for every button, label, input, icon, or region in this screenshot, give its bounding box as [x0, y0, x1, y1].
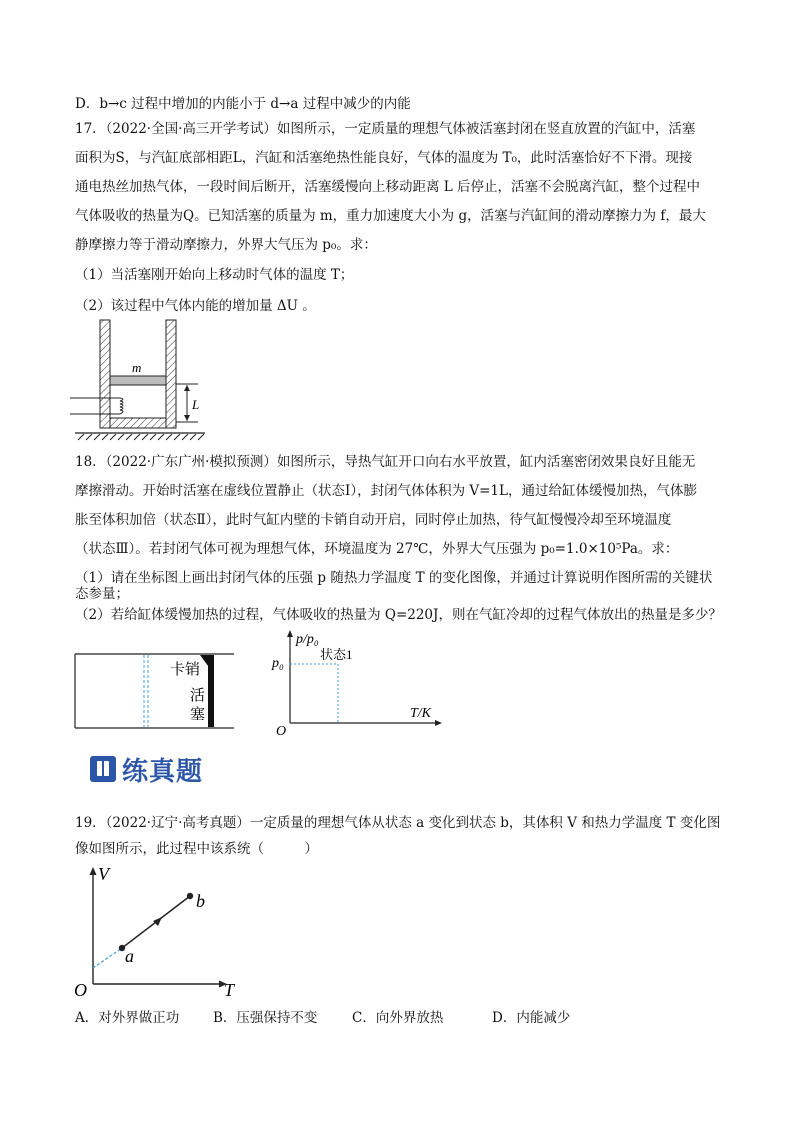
height-label: L [192, 397, 200, 412]
graph-origin: O [276, 724, 287, 737]
q17-line4: 气体吸收的热量为Q。已知活塞的质量为 m，重力加速度大小为 g，活塞与汽缸间的滑动摩擦力为 f，最大 [75, 208, 706, 224]
piston [110, 376, 166, 385]
q19-line2: 像如图所示，此过程中该系统（ ） [75, 841, 318, 857]
q17-cylinder-figure [70, 318, 210, 443]
q18-subquestion-2: （2）若给缸体缓慢加热的过程，气体吸收的热量为 Q=220J，则在气缸冷却的过程气体放出的热量是多少？ [75, 607, 722, 623]
q19-options [75, 1008, 602, 1028]
q18-cylinder-figure [72, 650, 242, 732]
q18-subquestion-1-cont: 态参量； [75, 586, 129, 602]
piston-mass-label: m [132, 360, 142, 375]
heating-wire-icon [120, 398, 123, 414]
q17-subquestion-1: （1）当活塞刚开始向上移动时气体的温度 T； [75, 267, 354, 283]
q18-line3: 胀至体积加倍（状态Ⅱ），此时气缸内壁的卡销自动开启，同时停止加热，待气缸慢慢冷却至环境温度 [75, 512, 672, 528]
q18-line2: 摩擦滑动。开始时活塞在虚线位置静止（状态Ⅰ），封闭气体体积为 V=1L，通过给缸体缓慢加热，气体膨 [75, 483, 697, 499]
direction-arrow [153, 917, 162, 926]
graph-O-label: O [74, 980, 87, 1000]
q18-subquestion-1: （1）请在坐标图上画出封闭气体的压强 p 随热力学温度 T 的变化图像，并通过计算说明作图所需的关键状 [75, 570, 713, 586]
cylinder-left-wall [100, 320, 110, 428]
option-c: C．向外界放热 [352, 1010, 444, 1026]
q18-line1: 18．（2022·广东广州·模拟预测）如图所示，导热气缸开口向右水平放置，缸内活塞密闭效果良好且能无 [75, 454, 696, 470]
q19-line1: 19．（2022·辽宁·高考真题）一定质量的理想气体从状态 a 变化到状态 b，其体积 V 和热力学温度 T 变化图 [75, 815, 721, 831]
q18-pT-graph [268, 627, 448, 737]
piston-label-2: 塞 [190, 707, 206, 723]
q18-line4: （状态Ⅲ）。若封闭气体可视为理想气体，环境温度为 27℃，外界大气压强为 p₀=1.0×10⁵Pa。求： [75, 541, 679, 557]
q19-VT-graph [72, 862, 247, 1002]
q17-line2: 面积为S，与汽缸底部相距L，汽缸和活塞绝热性能良好，气体的温度为 T₀，此时活塞恰好不下滑。现接 [75, 150, 693, 166]
option-b: B．压强保持不变 [213, 1010, 318, 1026]
q16-option-d: D．b→c 过程中增加的内能小于 d→a 过程中减少的内能 [75, 96, 411, 112]
option-d: D．内能减少 [492, 1010, 571, 1026]
graph-b-label: b [196, 891, 205, 911]
graph-a-label: a [125, 946, 134, 966]
q17-line5: 静摩擦力等于滑动摩擦力，外界大气压为 p₀。求： [75, 237, 377, 253]
cylinder-bottom [110, 418, 166, 428]
graph-T-label: T [224, 980, 235, 1000]
graph-state-label: 状态1 [320, 647, 353, 662]
graph-ylabel: p/p₀ [296, 632, 319, 647]
section-heading [90, 752, 203, 786]
extrapolation-line [93, 948, 122, 968]
point-b [187, 893, 193, 899]
option-a: A．对外界做正功 [75, 1010, 180, 1026]
cylinder-right-wall [166, 320, 176, 428]
pin-label: 卡销 [170, 662, 201, 678]
q17-line3: 通电热丝加热气体，一段时间后断开，活塞缓慢向上移动距离 L 后停止，活塞不会脱离汽缸，整个过程中 [75, 179, 701, 195]
q17-subquestion-2: （2）该过程中气体内能的增加量 ΔU 。 [75, 298, 316, 314]
graph-V-label: V [98, 864, 109, 884]
graph-xlabel: T/K [410, 706, 432, 721]
q17-line1: 17．（2022·全国·高三开学考试）如图所示，一定质量的理想气体被活塞封闭在竖直放置的汽缸中，活塞 [75, 121, 696, 137]
piston-label-1: 活 [190, 688, 206, 704]
book-icon [90, 756, 116, 782]
graph-ytick-p0: p₀ [272, 656, 284, 671]
section-title: 练真题 [122, 756, 204, 787]
